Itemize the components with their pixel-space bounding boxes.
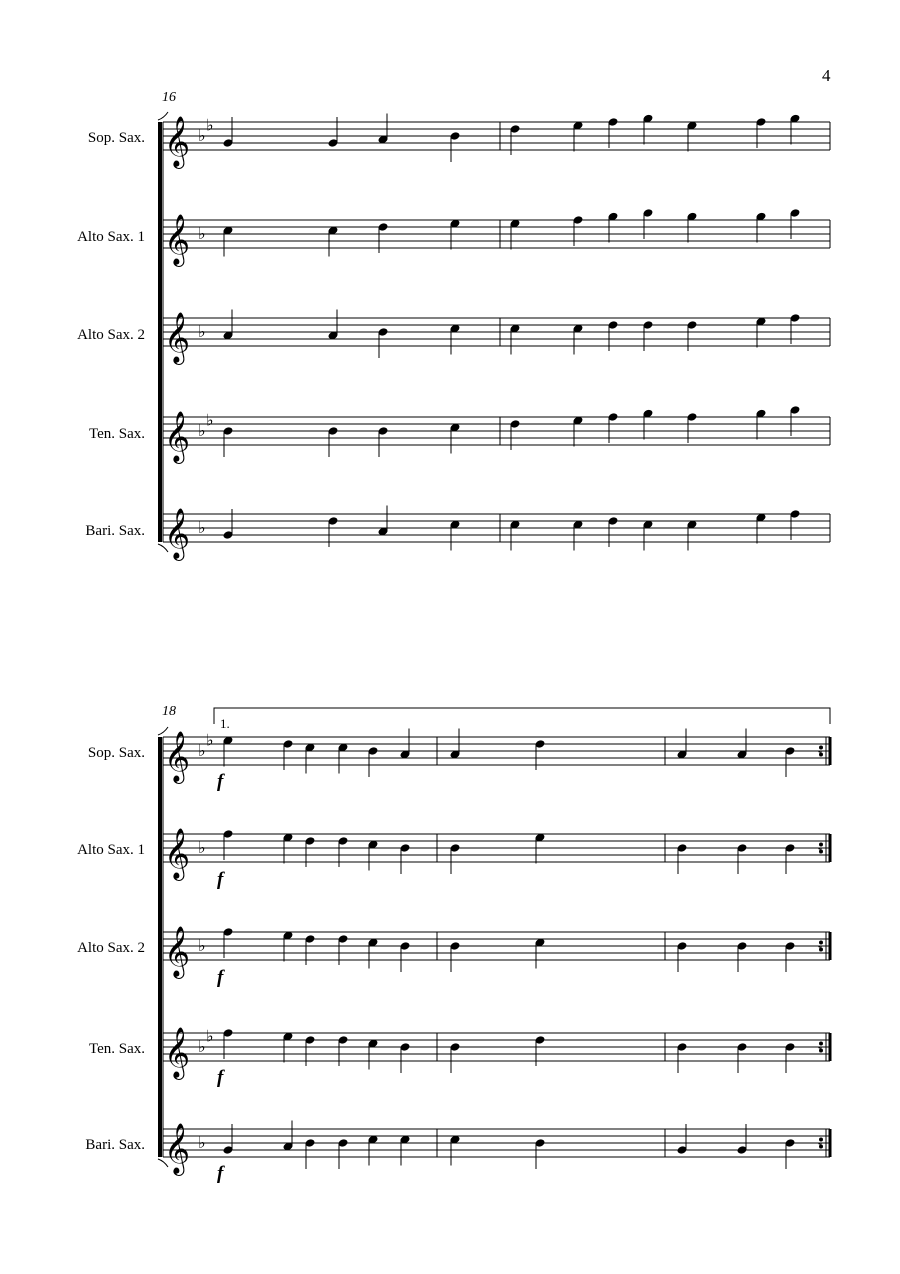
note — [450, 941, 461, 972]
instrument-label: Sop. Sax. — [87, 745, 145, 761]
staff — [163, 1027, 830, 1081]
staff — [163, 508, 830, 561]
treble-clef-icon: 𝄞 — [164, 411, 191, 462]
volta-label: 1. — [220, 716, 230, 731]
instrument-label: Bari. Sax. — [85, 523, 145, 539]
note — [677, 843, 688, 874]
diminuendo-hairpin — [686, 872, 778, 882]
note — [328, 426, 339, 457]
eighth-rest-icon: 𝄾 — [818, 939, 823, 958]
flat-icon: ♭ — [198, 421, 206, 440]
treble-clef-icon: 𝄞 — [164, 508, 191, 559]
staff — [163, 731, 830, 785]
staff — [163, 1123, 830, 1176]
volta-bracket — [214, 708, 830, 724]
dynamic-marking: f — [217, 967, 224, 988]
beam — [222, 930, 305, 938]
staff — [163, 926, 830, 979]
staff — [163, 411, 830, 465]
staff — [163, 828, 830, 881]
diminuendo-hairpin — [686, 1167, 778, 1177]
instrument-label: Alto Sax. 2 — [77, 940, 145, 956]
instrument-label: Alto Sax. 1 — [77, 842, 145, 858]
treble-clef-icon: 𝄞 — [164, 1027, 191, 1078]
note — [223, 426, 234, 457]
note — [400, 843, 411, 874]
flat-icon: ♭ — [198, 126, 206, 145]
instrument-label: Bari. Sax. — [85, 1137, 145, 1153]
flat-icon: ♭ — [198, 518, 206, 537]
dynamic-marking: f — [217, 869, 224, 890]
flat-icon: ♭ — [198, 936, 206, 955]
note — [338, 1138, 349, 1169]
note — [450, 1042, 461, 1073]
beam — [337, 739, 410, 743]
instrument-label: Alto Sax. 1 — [77, 229, 145, 245]
page-number: 4 — [822, 66, 831, 85]
flat-icon: ♭ — [198, 322, 206, 341]
beam — [337, 836, 410, 840]
hairpin-line — [234, 364, 828, 368]
hairpin-line — [234, 368, 828, 372]
note — [677, 1042, 688, 1073]
beam — [337, 934, 410, 938]
hairpin-line — [234, 270, 828, 274]
eighth-rest-icon: 𝄾 — [818, 1040, 823, 1059]
flat-icon: ♭ — [198, 1037, 206, 1056]
note — [535, 1138, 546, 1169]
beam — [337, 1131, 410, 1135]
diminuendo-hairpin — [686, 1071, 778, 1081]
flat-icon: ♭ — [206, 1026, 214, 1046]
diminuendo-hairpin — [686, 775, 778, 785]
dynamic-marking: f — [217, 1067, 224, 1088]
note — [737, 941, 748, 972]
note — [785, 941, 796, 972]
note — [305, 1138, 316, 1169]
treble-clef-icon: 𝄞 — [164, 926, 191, 977]
eighth-rest-icon: 𝄾 — [818, 1136, 823, 1155]
hairpin-line — [234, 168, 828, 172]
dynamic-marking: f — [217, 1163, 224, 1184]
beam — [222, 735, 305, 743]
instrument-label: Ten. Sax. — [88, 426, 145, 442]
note — [378, 426, 389, 457]
beam — [337, 1035, 410, 1039]
instrument-label: Sop. Sax. — [87, 130, 145, 146]
note — [677, 941, 688, 972]
eighth-rest-icon: 𝄾 — [818, 744, 823, 763]
flat-icon: ♭ — [198, 741, 206, 760]
hairpin-line — [234, 266, 828, 270]
hairpin-line — [234, 560, 828, 564]
staff — [163, 312, 830, 365]
hairpin-line — [234, 463, 828, 467]
flat-icon: ♭ — [206, 115, 214, 135]
treble-clef-icon: 𝄞 — [164, 828, 191, 879]
note — [785, 1042, 796, 1073]
note — [450, 131, 461, 162]
treble-clef-icon: 𝄞 — [164, 731, 191, 782]
flat-icon: ♭ — [198, 1133, 206, 1152]
note — [785, 1138, 796, 1169]
measure-number-system-1: 16 — [162, 90, 176, 105]
flat-icon: ♭ — [206, 410, 214, 430]
note — [368, 746, 379, 777]
beam — [222, 1127, 305, 1135]
note — [450, 843, 461, 874]
note — [400, 1042, 411, 1073]
instrument-label: Alto Sax. 2 — [77, 327, 145, 343]
hairpin-line — [234, 172, 828, 176]
dynamic-marking: f — [217, 771, 224, 792]
measure-number-system-2: 18 — [162, 704, 176, 719]
flat-icon: ♭ — [206, 730, 214, 750]
instrument-label: Ten. Sax. — [88, 1041, 145, 1057]
treble-clef-icon: 𝄞 — [164, 214, 191, 265]
note — [737, 1042, 748, 1073]
treble-clef-icon: 𝄞 — [164, 1123, 191, 1174]
flat-icon: ♭ — [198, 224, 206, 243]
note — [400, 941, 411, 972]
staff — [163, 214, 830, 267]
beam — [222, 832, 305, 840]
note — [378, 327, 389, 358]
diminuendo-hairpin — [686, 970, 778, 980]
hairpin-line — [234, 467, 828, 471]
staff — [163, 116, 830, 170]
beam — [222, 1031, 305, 1039]
note — [785, 843, 796, 874]
flat-icon: ♭ — [198, 838, 206, 857]
treble-clef-icon: 𝄞 — [164, 312, 191, 363]
hairpin-line — [234, 564, 828, 568]
eighth-rest-icon: 𝄾 — [818, 841, 823, 860]
note — [737, 843, 748, 874]
treble-clef-icon: 𝄞 — [164, 116, 191, 167]
note — [785, 746, 796, 777]
